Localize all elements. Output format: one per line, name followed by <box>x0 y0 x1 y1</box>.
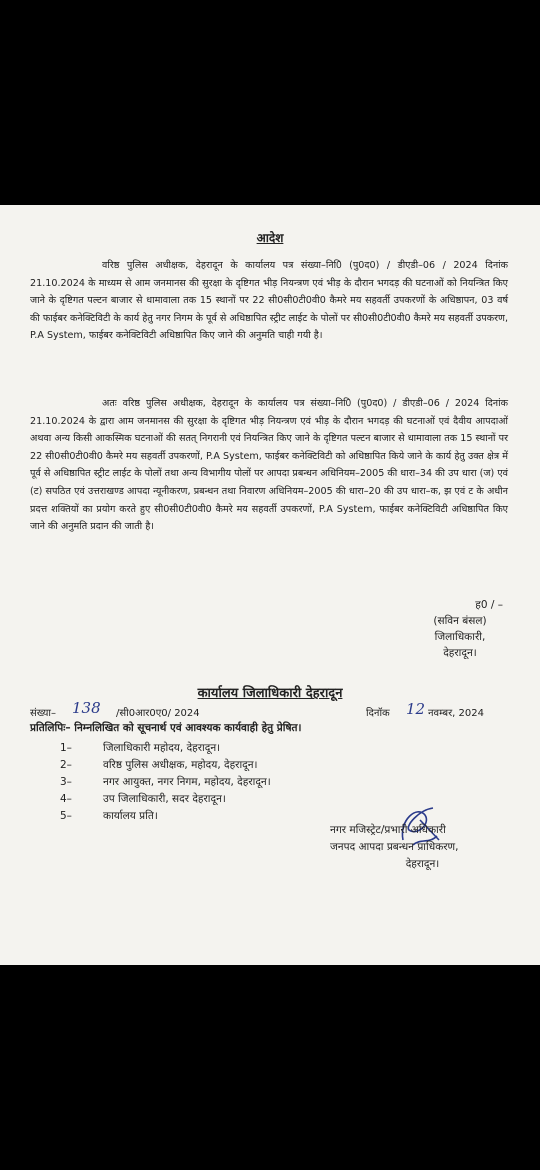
order-paragraph-1: वरिष्ठ पुलिस अधीक्षक, देहरादून के कार्यालय पत्र संख्या–नि0ि (पु0द0) / डीएडी–06 / 2024 दिनांक 21.10.2024 के माध्यम से आम जनमानस की सुरक्षा के दृष्टिगत भीड़ नियन्त्रण एवं भीड़ के दौरान भगदड़ की घटनाओं को नियन्त्रित किए जाने के दृष्टिगत पल्टन बाजार से धामावाला तक 15 स्थानों पर 22 सी0सी0टी0वी0 कैमरे मय सहवर्ती उपकरणों के अधिष्ठापन, 03 वर्ष की फाईबर कनेक्टिविटी के कार्य हेतु नगर निगम के पूर्व से अधिष्ठापित स्ट्रीट लाईट के पोलों पर सी0सी0टी0वी0 कैमरे मय सहवर्ती उपकरण, P.A System, फाईबर कनेक्टिविटी अधिष्ठापित किए जाने की अनुमति चाही गयी है। <box>30 260 508 342</box>
ref-suffix: /सी0आर0ए0/ 2024 <box>116 708 200 719</box>
date-day: 12 <box>406 700 426 718</box>
officer-block <box>330 822 515 873</box>
sign-line: (सविन बंसल) <box>433 615 487 627</box>
list-item: 1– जिलाधिकारी महोदय, देहरादून। <box>60 742 221 754</box>
document-page <box>0 205 540 965</box>
officer-line: जनपद आपदा प्रबन्धन प्राधिकरण, <box>330 841 459 853</box>
order-title: आदेश <box>256 231 284 245</box>
officer-line: देहरादून। <box>405 858 440 870</box>
list-item: 3– नगर आयुक्त, नगर निगम, महोदय, देहरादून। <box>60 776 271 788</box>
signature-block <box>395 597 525 661</box>
list-item: 4– उप जिलाधिकारी, सदर देहरादून। <box>60 793 226 805</box>
office-heading: कार्यालय जिलाधिकारी देहरादून <box>197 686 343 701</box>
sign-line: ह0 / – <box>475 599 503 611</box>
ref-number: 138 <box>72 699 101 717</box>
copy-to-line: प्रतिलिपिः– निम्नलिखित को सूचनार्थ एवं आवश्यक कार्यवाही हेतु प्रेषित। <box>30 722 302 734</box>
list-item: 2– वरिष्ठ पुलिस अधीक्षक, महोदय, देहरादून। <box>60 759 258 771</box>
sign-line: देहरादून। <box>443 647 477 659</box>
copy-list <box>60 740 271 825</box>
order-paragraph-2: अतः वरिष्ठ पुलिस अधीक्षक, देहरादून के कार्यालय पत्र संख्या–नि0ि (पु0द0) / डीएडी–06 / 2024 दिनांक 21.10.2024 के द्वारा आम जनमानस की सुरक्षा के दृष्टिगत भीड़ नियन्त्रण एवं भीड़ के दौरान भगदड़ की घटनाओं एवं दैवीय आपदाओं अथवा अन्य किसी आकस्मिक घटनाओं की सतत् निगरानी एवं नियन्त्रित किए जाने के दृष्टिगत पल्टन बाजार से धामावाला तक 15 स्थानों पर 22 सी0सी0टी0वी0 कैमरे मय सहवर्ती उपकरणों, P.A System, फाईबर कनेक्टिविटी को अधिष्ठापित किये जाने के कार्य हेतु उक्त क्षेत्र में पूर्व से अधिष्ठापित स्ट्रीट लाईट के पोलों तथा अन्य विभागीय पोलों पर आपदा प्रबन्धन अधिनियम–2005 की धारा–34 की उप धारा (ज) एवं (ट) सपठित एवं उत्तराखण्ड आपदा न्यूनीकरण, प्रबन्धन तथा निवारण अधिनियम–2005 की धारा–20 की उप धारा–क, झ एवं ट के अधीन प्रदत्त शक्तियों का प्रयोग करते हुए सी0सी0टी0वी0 कैमरे मय सहवर्ती उपकरणों, P.A System, फाईबर कनेक्टिविटी अधिष्ठापित किए जाने की अनुमति प्रदान की जाती है। <box>30 398 508 533</box>
ref-label: संख्या– <box>30 708 56 719</box>
date-label: दिनॉक <box>366 708 390 719</box>
date-rest: नवम्बर, 2024 <box>428 708 484 719</box>
sign-line: जिलाधिकारी, <box>434 631 486 643</box>
list-item: 5– कार्यालय प्रति। <box>60 810 158 822</box>
officer-line: नगर मजिस्ट्रेट/प्रभारी अधिकारी <box>330 824 446 836</box>
